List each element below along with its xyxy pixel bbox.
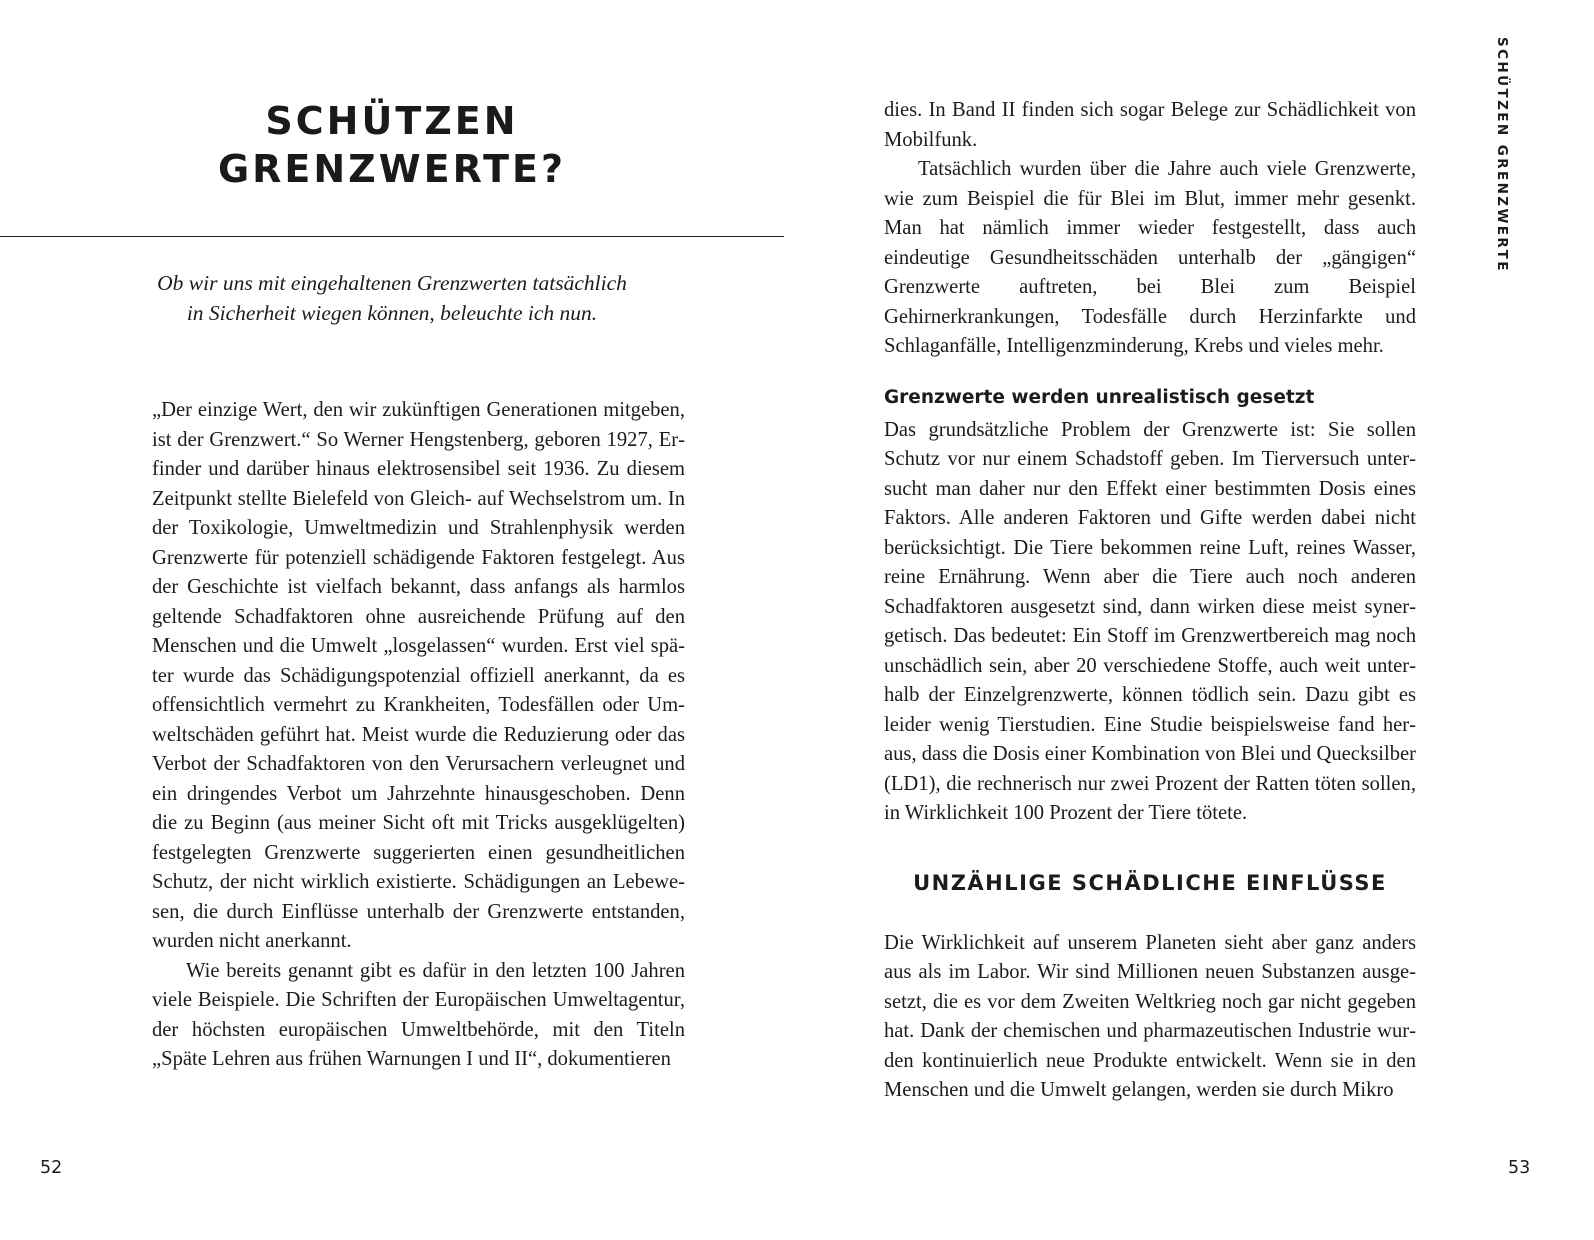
page-number-left: 52 bbox=[40, 1158, 63, 1178]
section-heading: UNZÄHLIGE SCHÄDLICHE EINFLÜSSE bbox=[913, 870, 1387, 895]
body-paragraph: Das grundsätzliche Problem der Grenzwerte ist: Sie sollen Schutz vor nur einem Schadstoff geben. Im Tierversuch untersucht man daher nur den Effekt einer bestimmten Dosis eines Faktors. Alle anderen Faktoren und Gifte werden dabei nicht berücksichtigt. Die Tiere bekommen reine Luft, reines Wasser, reine Ernährung. Wenn aber die Tiere auch noch anderen Schadfaktoren ausgesetzt sind, dann wirken diese meist synergetisch. Das bedeutet: Ein Stoff im Grenzwertbereich mag noch unschädlich sein, aber 20 verschiedene Stoffe, auch weit unterhalb der Einzelgrenzwerte, können tödlich sein. Dazu gibt es leider wenig Tierstudien. Eine Studie beispielsweise fand heraus, dass die Dosis einer Kombination von Blei und Quecksilber (LD1), die rechnerisch nur zwei Prozent der Ratten töten sollen, in Wirklichkeit 100 Prozent der Tiere tötete. bbox=[884, 418, 1416, 824]
running-head: SCHÜTZEN GRENZWERTE bbox=[1494, 37, 1510, 273]
intro-line-1: Ob wir uns mit eingehaltenen Grenzwerten tatsächlich bbox=[157, 271, 627, 295]
page-number-right: 53 bbox=[1508, 1158, 1531, 1178]
chapter-title bbox=[0, 97, 784, 193]
left-body-text bbox=[152, 396, 685, 1075]
body-paragraph: „Der einzige Wert, den wir zukünftigen Generationen mitgeben, ist der Grenzwert.“ So Werner Hengstenberg, geboren 1927, Erfinder und darüber hinaus elektrosensibel seit 1936. Zu diesem Zeitpunkt stellte Bielefeld von Gleich- auf Wechselstrom um. In der Toxikologie, Umweltmedizin und Strahlenphysik werden Grenzwerte für potenziell schädigende Faktoren festgelegt. Aus der Geschichte ist vielfach bekannt, dass anfangs als harmlos geltende Schadfaktoren ohne ausreichende Prüfung auf den Menschen und die Umwelt „losgelassen“ wurden. Erst viel später wurde das Schädigungspotenzial offiziell anerkannt, da es offensichtlich vermehrt zu Krankheiten, Todesfällen oder Umweltschäden geführt hat. Meist wurde die Reduzierung oder das Verbot der Schadfaktoren von den Verursachern verleugnet und ein dringendes Verbot um Jahrzehnte hinausgeschoben. Denn die zu Beginn (aus meiner Sicht oft mit Tricks ausgeklügelten) festgelegten Grenzwerte suggerierten einen gesundheitlichen Schutz, der nicht wirklich existierte. Schädigungen an Lebewesen, die durch Einflüsse unterhalb der Grenzwerte entstanden, wurden nicht anerkannt. bbox=[152, 399, 685, 952]
subheading: Grenzwerte werden unrealistisch gesetzt bbox=[884, 386, 1315, 408]
chapter-title-line-1: SCHÜTZEN bbox=[265, 99, 519, 143]
right-body-text bbox=[884, 96, 1416, 1106]
chapter-intro bbox=[150, 268, 634, 328]
chapter-title-line-2: GRENZWERTE? bbox=[217, 147, 567, 191]
body-paragraph: Die Wirklichkeit auf unserem Planeten sieht aber ganz anders aus als im Labor. Wir sind Millionen neuen Substanzen ausgesetzt, die es vor dem Zweiten Weltkrieg noch gar nicht gegeben hat. Dank der chemischen und pharmazeutischen Industrie wurden kontinuierlich neue Produkte entwickelt. Wenn sie in den Menschen und die Umwelt gelangen, werden sie durch Mikro bbox=[884, 931, 1416, 1101]
body-paragraph: Tatsächlich wurden über die Jahre auch viele Grenzwerte, wie zum Beispiel die für Blei im Blut, immer mehr gesenkt. Man hat nämlich immer wieder festgestellt, dass auch eindeutige Gesundheitsschäden unterhalb der „gängigen“ Grenzwerte auftreten, bei Blei zum Beispiel Gehirnerkrankungen, Todesfälle durch Herzinfarkte und Schlaganfälle, Intelligenzminderung, Krebs und vieles mehr. bbox=[884, 158, 1416, 357]
intro-line-2: in Sicherheit wiegen können, beleuchte ich nun. bbox=[186, 301, 598, 325]
title-divider bbox=[0, 236, 784, 237]
body-paragraph: dies. In Band II finden sich sogar Belege zur Schädlichkeit von Mobilfunk. bbox=[884, 99, 1416, 151]
body-paragraph: Wie bereits genannt gibt es dafür in den letzten 100 Jahren viele Beispiele. Die Schriften der Europäischen Umweltagentur, der höchsten europäischen Umweltbehörde, mit den Titeln „Späte Lehren aus frühen Warnungen I und II“, dokumentieren bbox=[152, 959, 685, 1070]
